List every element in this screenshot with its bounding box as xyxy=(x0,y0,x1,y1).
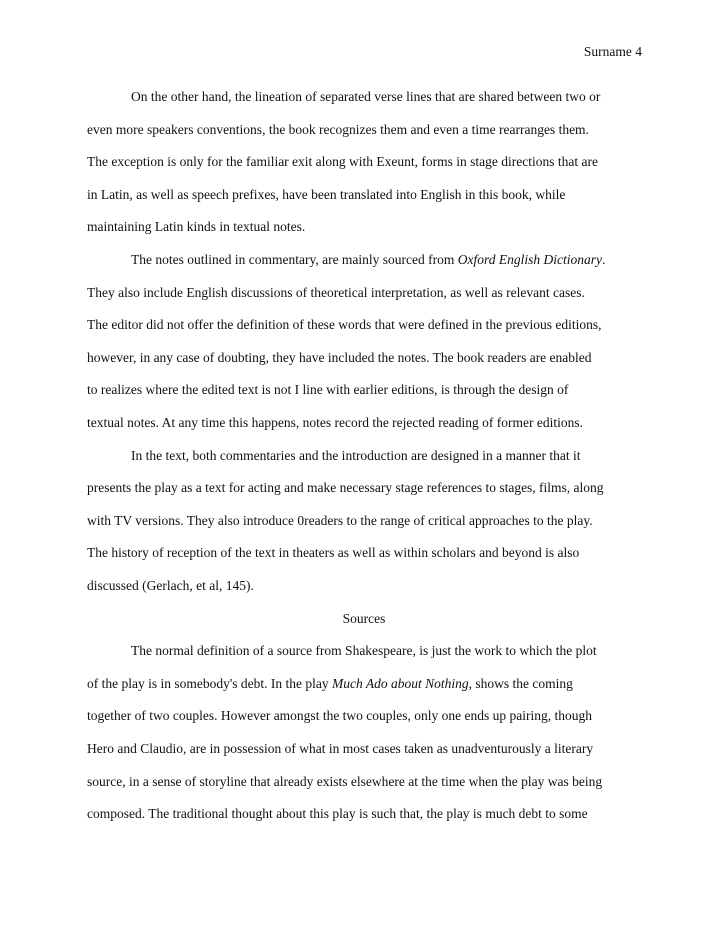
text-line xyxy=(87,154,647,170)
text-segment: composed. The traditional thought about this play is such that, the play is much debt to some xyxy=(87,806,588,822)
text-line xyxy=(131,89,691,105)
text-segment: The normal definition of a source from Shakespeare, is just the work to which the plot xyxy=(131,643,597,659)
text-segment: of the play is in somebody's debt. In the play xyxy=(87,675,333,691)
text-segment: even more speakers conventions, the book recognizes them and even a time rearranges them. xyxy=(87,121,589,137)
text-line xyxy=(87,708,647,724)
text-segment: In the text, both commentaries and the introduction are designed in a manner that it xyxy=(131,447,581,463)
text-line xyxy=(87,676,647,692)
text-segment: Hero and Claudio, are in possession of what in most cases taken as unadventurously a literary xyxy=(87,741,594,756)
running-head: Surname 4 xyxy=(583,44,642,59)
text-segment: Sources xyxy=(342,610,386,626)
text-line xyxy=(87,545,647,561)
italic-title: Oxford English Dictionary xyxy=(457,252,603,267)
text-line xyxy=(87,415,647,431)
text-segment: presents the play as a text for acting and make necessary stage references to stages, films, along xyxy=(87,480,604,496)
text-segment: They also include English discussions of theoretical interpretation, as well as relevant cases. xyxy=(87,284,585,300)
text-segment: discussed (Gerlach, et al, 145). xyxy=(87,578,254,593)
text-line xyxy=(87,317,647,333)
text-line xyxy=(87,774,647,790)
italic-title: Much Ado about Nothing xyxy=(332,675,469,691)
text-line xyxy=(87,350,647,366)
text-segment: The history of reception of the text in theaters as well as within scholars and beyond is also xyxy=(87,545,580,561)
text-segment: together of two couples. However amongst the two couples, only one ends up pairing, though xyxy=(87,708,593,724)
text-segment: textual notes. At any time this happens, notes record the rejected reading of former editions. xyxy=(87,415,583,430)
text-segment: in Latin, as well as speech prefixes, have been translated into English in this book, while xyxy=(87,186,566,202)
text-segment: . xyxy=(602,252,606,267)
text-segment: The notes outlined in commentary, are mainly sourced from xyxy=(131,252,458,267)
section-heading xyxy=(0,611,728,627)
text-line xyxy=(131,252,691,268)
text-segment: however, in any case of doubting, they have included the notes. The book readers are enabled xyxy=(87,349,592,365)
text-segment: source, in a sense of storyline that already exists elsewhere at the time when the play was being xyxy=(87,773,603,789)
text-line xyxy=(131,448,691,464)
text-line xyxy=(131,643,691,659)
text-line xyxy=(87,806,647,822)
text-segment: The exception is only for the familiar exit along with Exeunt, forms in stage directions that are xyxy=(87,154,598,170)
text-segment: maintaining Latin kinds in textual notes. xyxy=(87,219,306,235)
text-segment: The editor did not offer the definition of these words that were defined in the previous editions, xyxy=(87,317,602,333)
text-line xyxy=(87,122,647,138)
text-segment: , shows the coming xyxy=(468,675,573,691)
text-segment: On the other hand, the lineation of separated verse lines that are shared between two or xyxy=(131,89,601,104)
text-line xyxy=(87,187,647,203)
text-segment: with TV versions. They also introduce 0readers to the range of critical approaches to the play. xyxy=(87,512,593,528)
text-line xyxy=(87,578,647,594)
text-line xyxy=(87,285,647,301)
text-line xyxy=(87,480,647,496)
text-line xyxy=(87,219,647,235)
text-line xyxy=(87,513,647,529)
text-line xyxy=(87,382,647,398)
text-line xyxy=(87,741,647,757)
text-segment: to realizes where the edited text is not I line with earlier editions, is through the design of xyxy=(87,382,569,398)
